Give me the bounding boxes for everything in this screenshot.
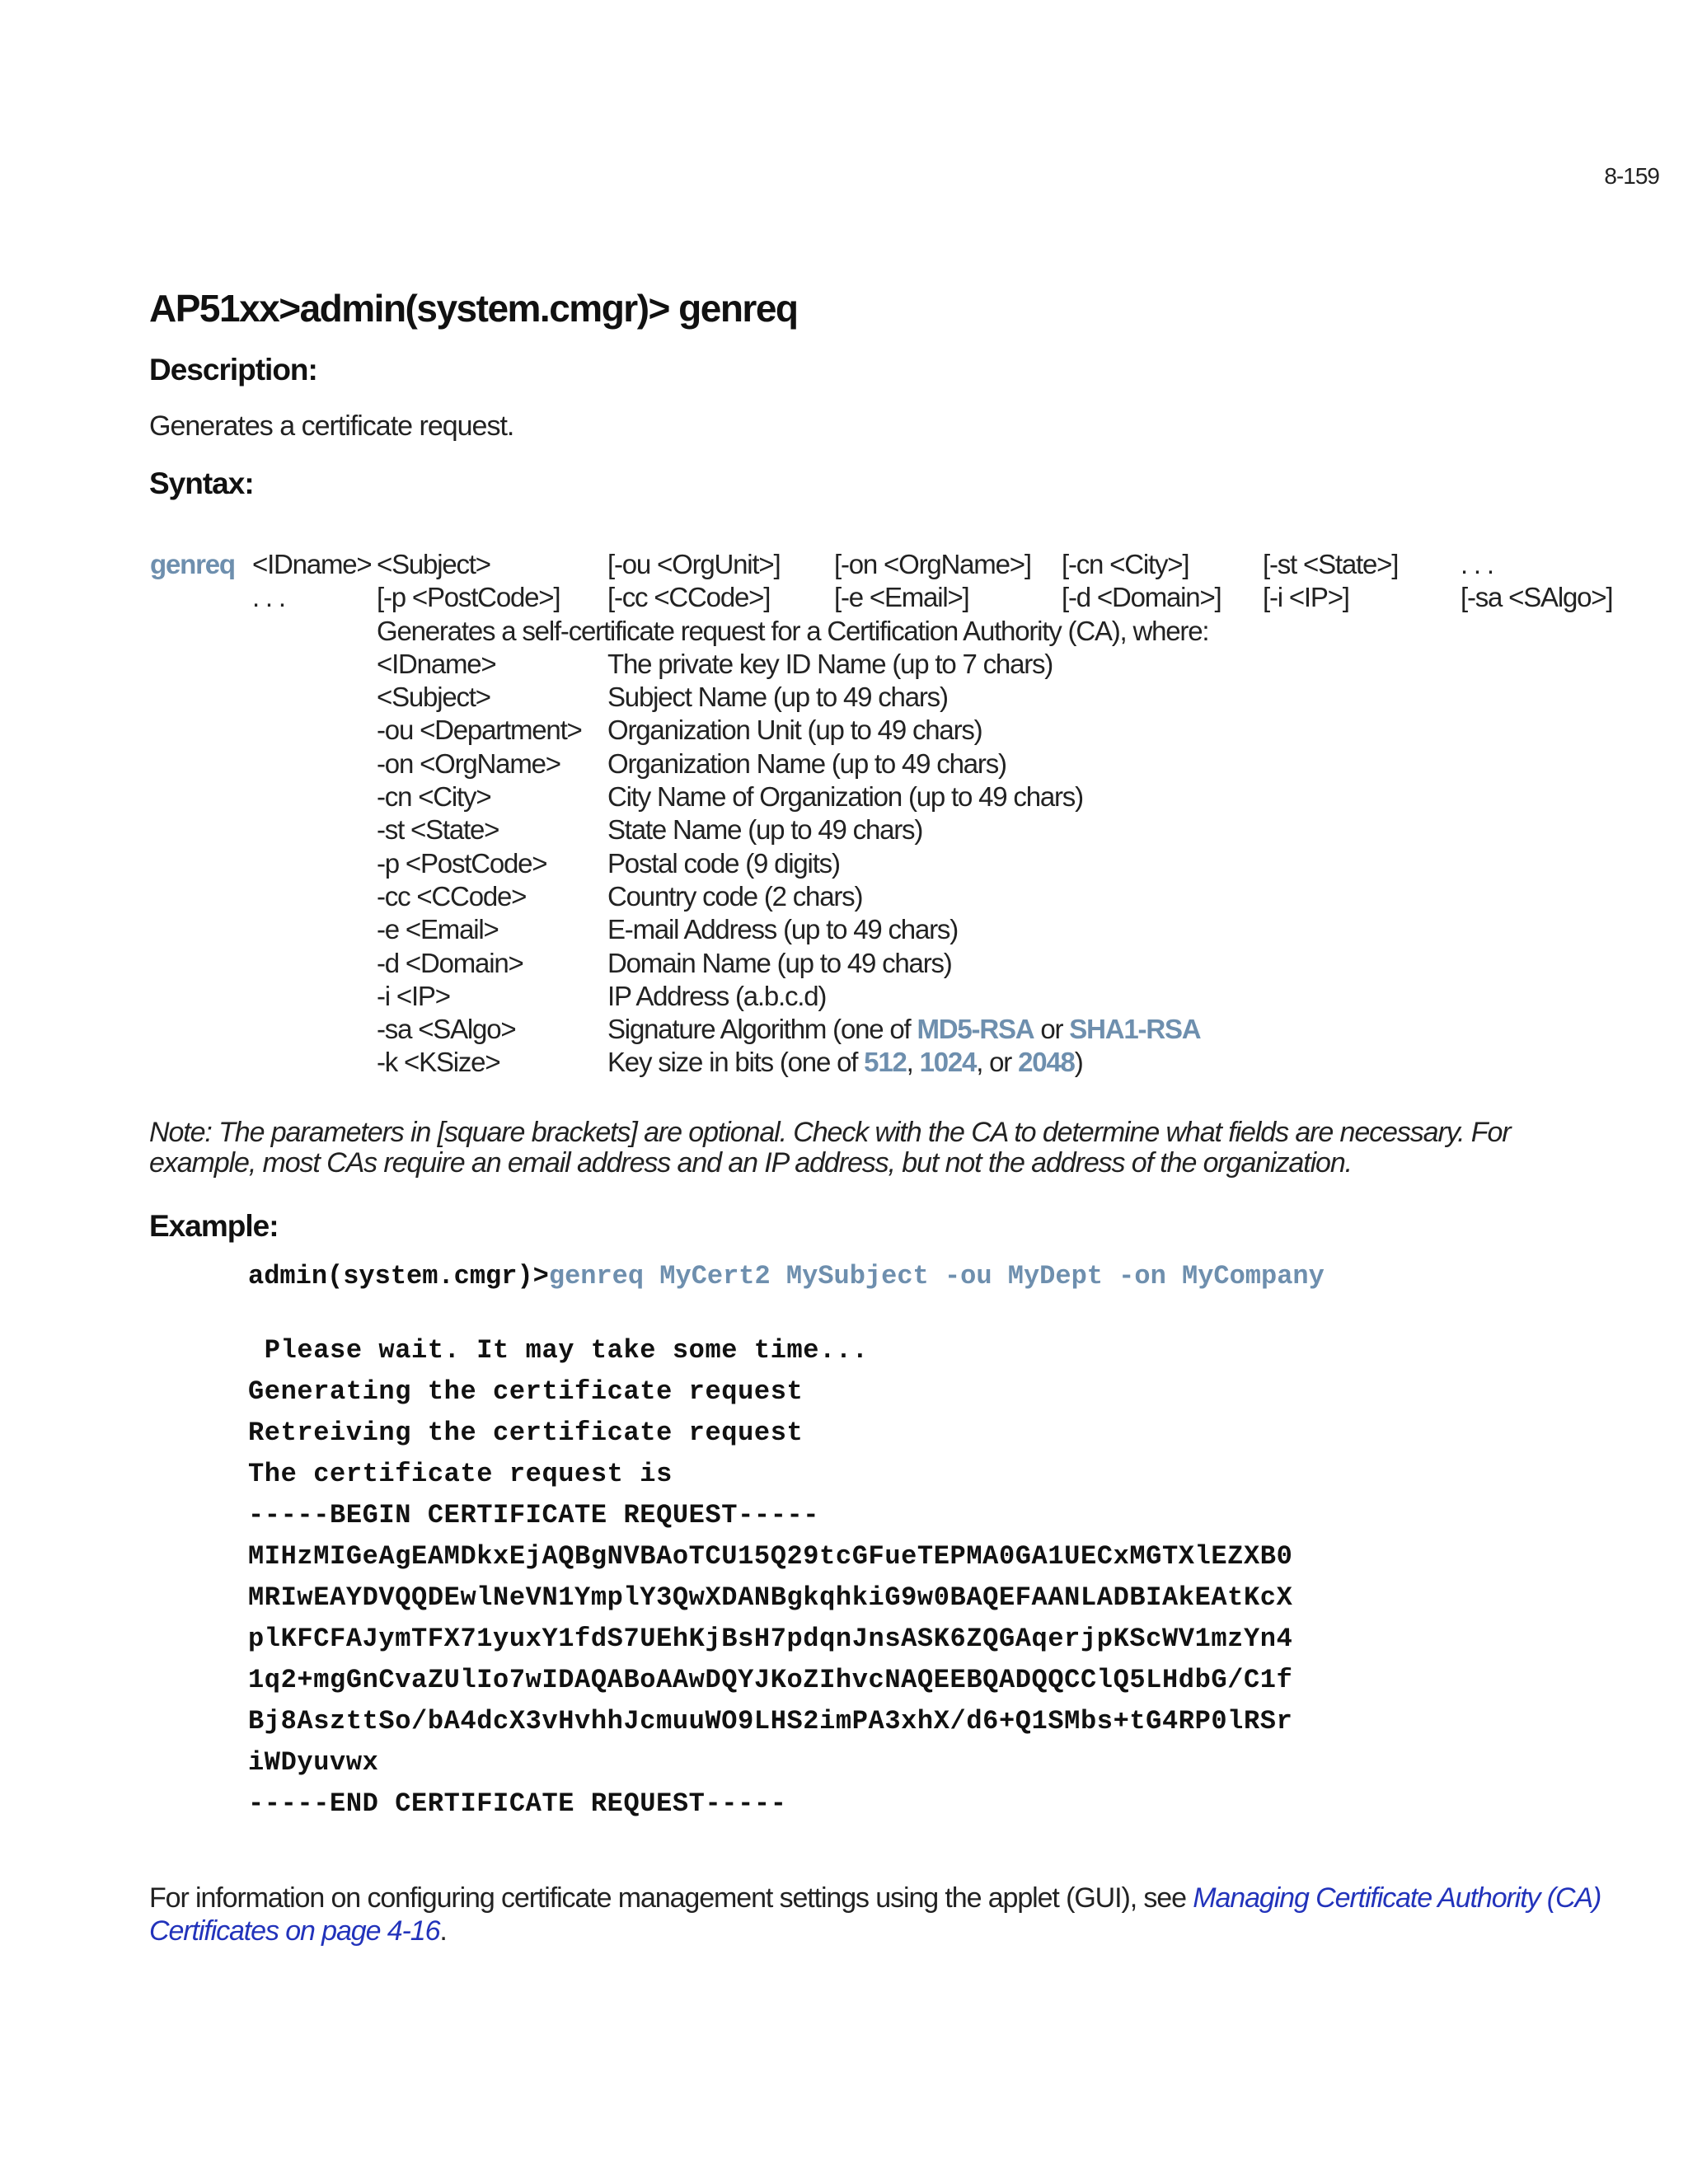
k-prefix: Key size in bits (one of: [607, 1047, 865, 1078]
example-command: genreq MyCert2 MySubject -ou MyDept -on MyCompany: [548, 1261, 1325, 1291]
output-line: MIHzMIGeAgEAMDkxEjAQBgNVBAoTCU15Q29tcGFueTEPMA0GA1UECxMGTXlEZXB0: [248, 1541, 1293, 1572]
k-suffix: ): [1074, 1047, 1083, 1078]
note-text: Note: The parameters in [square brackets] are optional. Check with the CA to determine what fields are necessary. For example, most CAs require an email address and an IP address, but not the address of the organization.: [149, 1117, 1511, 1179]
param-name: -cc <CCode>: [377, 880, 527, 912]
page-number: 8-159: [1604, 163, 1659, 189]
param-desc: Organization Unit (up to 49 chars): [607, 715, 982, 746]
output-line: MRIwEAYDVQQDEwlNeVN1YmplY3QwXDANBgkqhkiG9w0BAQEFAANLADBIAkEAtKcX: [248, 1582, 1293, 1613]
param-desc: Organization Name (up to 49 chars): [607, 748, 1006, 779]
syntax-token: <IDname>: [252, 549, 372, 579]
syntax-token: [-p <PostCode>]: [377, 582, 560, 613]
syntax-token: [-ou <OrgUnit>]: [607, 549, 781, 579]
k-option-1024: 1024: [919, 1047, 977, 1078]
param-name: <Subject>: [377, 682, 490, 713]
footer-paragraph: [149, 1882, 1616, 1947]
param-desc: State Name (up to 49 chars): [607, 814, 923, 846]
syntax-token: [-cc <CCode>]: [607, 582, 771, 613]
sa-mid: or: [1034, 1014, 1070, 1045]
param-name: -on <OrgName>: [377, 748, 560, 779]
command-keyword: genreq: [150, 549, 235, 579]
output-line: The certificate request is: [248, 1459, 673, 1489]
param-desc: E-mail Address (up to 49 chars): [607, 914, 958, 945]
param-desc: Postal code (9 digits): [607, 847, 840, 879]
footer-end: .: [439, 1915, 447, 1947]
syntax-token: <Subject>: [377, 549, 490, 579]
param-desc: Domain Name (up to 49 chars): [607, 947, 952, 978]
param-name: -ou <Department>: [377, 715, 582, 746]
example-prompt: admin(system.cmgr)>: [248, 1261, 549, 1291]
example-command-line: [248, 1261, 1325, 1291]
param-desc: [607, 1047, 1082, 1078]
param-name: -sa <SAlgo>: [377, 1014, 516, 1045]
param-name: -st <State>: [377, 814, 499, 846]
output-line: -----END CERTIFICATE REQUEST-----: [248, 1788, 787, 1819]
k-option-512: 512: [864, 1047, 907, 1078]
summary-text: Generates a self-certificate request for a Certification Authority (CA), where:: [377, 615, 1209, 646]
param-desc: IP Address (a.b.c.d): [607, 980, 827, 1011]
syntax-token: [-d <Domain>]: [1062, 582, 1221, 613]
syntax-token: [-e <Email>]: [834, 582, 969, 613]
k-sep: ,: [906, 1047, 920, 1078]
output-line: Bj8AszttSo/bA4dcX3vHvhhJcmuuWO9LHS2imPA3xhX/d6+Q1SMbs+tG4RP0lRSr: [248, 1706, 1293, 1736]
output-line: iWDyuvwx: [248, 1747, 379, 1778]
output-line: -----BEGIN CERTIFICATE REQUEST-----: [248, 1500, 820, 1530]
page-title: AP51xx>admin(system.cmgr)> genreq: [149, 287, 798, 330]
syntax-token: [-st <State>]: [1263, 549, 1399, 579]
output-line: plKFCFAJymTFX71yuxY1fdS7UEhKjBsH7pdqnJnsASK6ZQGAqerjpKScWV1mzYn4: [248, 1624, 1293, 1654]
param-name: -d <Domain>: [377, 947, 523, 978]
output-line: Please wait. It may take some time...: [248, 1335, 869, 1366]
param-name: -k <KSize>: [377, 1047, 500, 1078]
footer-text: For information on configuring certificate management settings using the applet (GUI), see: [149, 1882, 1193, 1914]
syntax-token: . . .: [252, 582, 285, 613]
syntax-token: [-i <IP>]: [1263, 582, 1349, 613]
example-heading: Example:: [149, 1209, 279, 1243]
cross-reference-link[interactable]: Managing Certificate Authority (CA) Certificates on page 4-16: [149, 1882, 1601, 1947]
param-name: -i <IP>: [377, 980, 450, 1011]
syntax-token: . . .: [1461, 549, 1493, 579]
param-desc: [607, 1014, 1200, 1045]
syntax-heading: Syntax:: [149, 466, 254, 500]
param-desc: City Name of Organization (up to 49 chars): [607, 781, 1083, 813]
sa-prefix: Signature Algorithm (one of: [607, 1014, 917, 1045]
param-name: -e <Email>: [377, 914, 499, 945]
k-option-2048: 2048: [1018, 1047, 1075, 1078]
param-name: -p <PostCode>: [377, 847, 547, 879]
k-sep: , or: [976, 1047, 1019, 1078]
param-desc: Country code (2 chars): [607, 880, 863, 912]
syntax-token: [-sa <SAlgo>]: [1461, 582, 1613, 613]
param-name: -cn <City>: [377, 781, 491, 813]
syntax-token: [-cn <City>]: [1062, 549, 1189, 579]
output-line: 1q2+mgGnCvaZUlIo7wIDAQABoAAwDQYJKoZIhvcNAQEEBQADQQCClQ5LHdbG/C1f: [248, 1665, 1293, 1695]
description-heading: Description:: [149, 353, 317, 387]
syntax-token: [-on <OrgName>]: [834, 549, 1031, 579]
param-desc: The private key ID Name (up to 7 chars): [607, 648, 1053, 679]
output-line: Generating the certificate request: [248, 1376, 804, 1407]
description-text: Generates a certificate request.: [149, 410, 514, 442]
param-desc: Subject Name (up to 49 chars): [607, 682, 948, 713]
sa-option-sha1: SHA1-RSA: [1069, 1014, 1201, 1045]
param-name: <IDname>: [377, 648, 496, 679]
sa-option-md5: MD5-RSA: [917, 1014, 1034, 1045]
output-line: Retreiving the certificate request: [248, 1418, 804, 1448]
